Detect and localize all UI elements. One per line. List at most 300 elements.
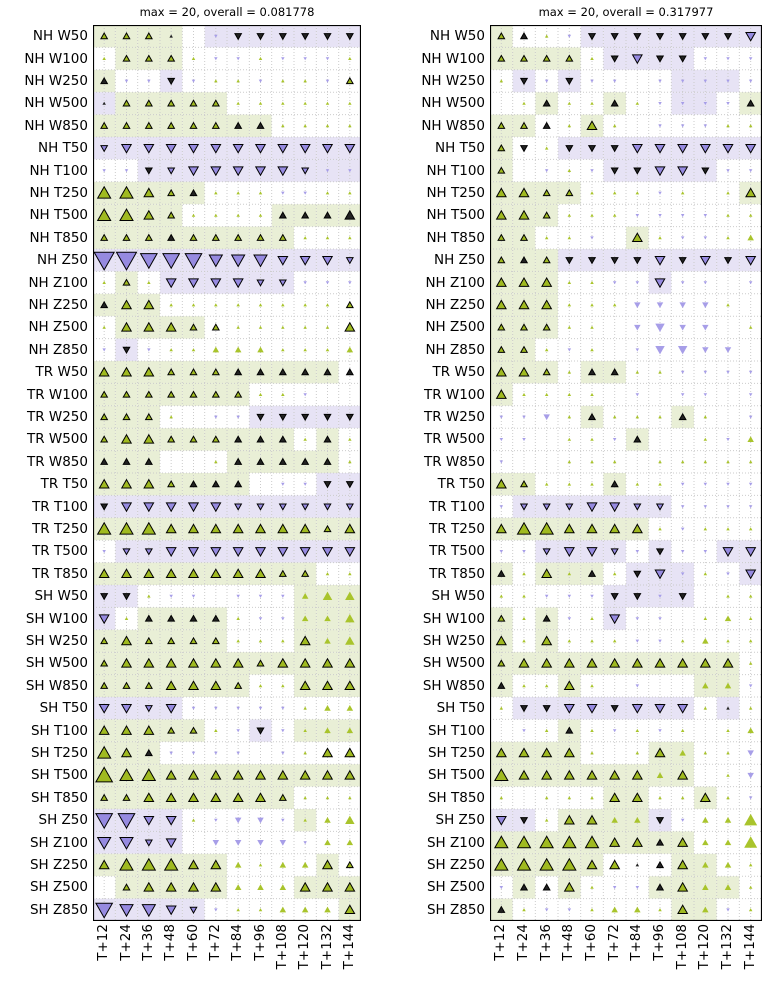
- row-label: NH W100: [421, 50, 485, 67]
- down-triangle-marker: [500, 460, 504, 463]
- up-triangle-marker: [522, 102, 526, 105]
- down-triangle-marker: [704, 57, 708, 60]
- up-triangle-marker: [611, 907, 618, 913]
- row-label: NH W50: [32, 28, 88, 45]
- down-triangle-marker: [681, 393, 685, 396]
- down-triangle-marker: [545, 595, 549, 598]
- down-triangle-marker: [281, 595, 285, 598]
- down-triangle-marker: [681, 505, 685, 508]
- up-triangle-marker: [303, 796, 307, 799]
- up-triangle-marker: [590, 617, 594, 620]
- down-triangle-marker: [236, 57, 240, 60]
- up-triangle-marker: [636, 191, 640, 194]
- down-triangle-marker: [281, 57, 285, 60]
- up-triangle-marker: [590, 348, 594, 351]
- down-triangle-marker: [543, 414, 550, 420]
- down-triangle-marker: [568, 348, 572, 351]
- up-triangle-marker: [522, 684, 526, 687]
- up-triangle-marker: [613, 191, 617, 194]
- up-triangle-marker: [726, 460, 730, 463]
- up-triangle-marker: [726, 729, 730, 732]
- up-triangle-marker: [702, 638, 709, 644]
- up-triangle-marker: [500, 707, 504, 710]
- row-label: NH T850: [426, 229, 485, 246]
- up-triangle-marker: [522, 595, 526, 598]
- down-triangle-marker: [613, 886, 617, 889]
- down-triangle-marker: [236, 729, 240, 732]
- up-triangle-marker: [259, 326, 263, 329]
- down-triangle-marker: [749, 371, 753, 374]
- up-triangle-marker: [590, 460, 594, 463]
- down-triangle-marker: [326, 57, 330, 60]
- row-label: NH Z850: [28, 341, 88, 358]
- up-triangle-marker: [348, 57, 351, 60]
- row-label: NH Z500: [28, 319, 88, 336]
- up-triangle-marker: [169, 303, 173, 306]
- down-triangle-marker: [704, 550, 708, 553]
- down-triangle-marker: [568, 35, 572, 38]
- up-triangle-marker: [590, 326, 594, 329]
- up-triangle-marker: [704, 460, 708, 463]
- up-triangle-marker: [214, 214, 218, 217]
- down-triangle-marker: [102, 169, 106, 172]
- row-label: SH W500: [25, 655, 88, 672]
- up-triangle-marker: [568, 124, 572, 127]
- up-triangle-marker: [726, 124, 730, 127]
- up-triangle-marker: [213, 347, 220, 353]
- up-triangle-marker: [326, 796, 330, 799]
- x-tick-label: T+24: [117, 924, 134, 961]
- up-triangle-marker: [236, 326, 240, 329]
- row-label: NH W50: [429, 28, 485, 45]
- up-triangle-marker: [348, 796, 351, 799]
- up-triangle-marker: [345, 816, 354, 824]
- up-triangle-marker: [236, 908, 240, 911]
- up-triangle-marker: [326, 236, 330, 239]
- row-label: TR T50: [437, 476, 485, 493]
- up-triangle-marker: [636, 729, 640, 732]
- down-triangle-marker: [192, 707, 196, 710]
- up-triangle-marker: [744, 814, 757, 825]
- panel-title-right: max = 20, overall = 0.317977: [538, 5, 714, 19]
- down-triangle-marker: [281, 752, 285, 755]
- up-triangle-marker: [281, 639, 285, 642]
- up-triangle-marker: [543, 123, 550, 129]
- up-triangle-marker: [658, 415, 662, 418]
- x-tick-label: T+72: [206, 924, 223, 961]
- row-label: SH T100: [30, 722, 88, 739]
- row-label: NH T850: [29, 229, 88, 246]
- down-triangle-marker: [613, 729, 617, 732]
- up-triangle-marker: [348, 191, 351, 194]
- up-triangle-marker: [590, 214, 594, 217]
- up-triangle-marker: [348, 124, 351, 127]
- up-triangle-marker: [704, 751, 708, 754]
- up-triangle-marker: [725, 839, 732, 845]
- up-triangle-marker: [658, 527, 662, 530]
- up-triangle-marker: [681, 191, 685, 194]
- up-triangle-marker: [590, 908, 594, 911]
- down-triangle-marker: [636, 886, 640, 889]
- down-triangle-marker: [749, 483, 753, 486]
- down-triangle-marker: [704, 371, 708, 374]
- up-triangle-marker: [568, 483, 572, 486]
- up-triangle-marker: [259, 684, 263, 687]
- up-triangle-marker: [326, 124, 330, 127]
- down-triangle-marker: [568, 908, 572, 911]
- up-triangle-marker: [749, 460, 753, 463]
- up-triangle-marker: [568, 796, 572, 799]
- down-triangle-marker: [259, 80, 263, 83]
- up-triangle-marker: [568, 303, 572, 306]
- row-label: NH T250: [426, 185, 485, 201]
- up-triangle-marker: [259, 57, 263, 60]
- up-triangle-marker: [568, 169, 572, 172]
- up-triangle-marker: [259, 102, 263, 105]
- down-triangle-marker: [102, 348, 106, 351]
- up-triangle-marker: [236, 191, 240, 194]
- down-triangle-marker: [658, 640, 662, 643]
- up-triangle-marker: [747, 235, 754, 241]
- up-triangle-marker: [658, 236, 662, 239]
- up-triangle-marker: [522, 908, 526, 911]
- row-label: TR T850: [429, 565, 485, 582]
- up-triangle-marker: [590, 281, 594, 284]
- down-triangle-marker: [681, 528, 685, 531]
- up-triangle-marker: [545, 35, 549, 38]
- up-triangle-marker: [704, 572, 708, 575]
- up-triangle-marker: [613, 572, 617, 575]
- down-triangle-marker: [303, 483, 307, 486]
- down-triangle-marker: [259, 707, 263, 710]
- down-triangle-marker: [500, 416, 504, 419]
- up-triangle-marker: [235, 862, 242, 868]
- row-label: SH T100: [427, 722, 485, 739]
- up-triangle-marker: [213, 324, 220, 330]
- x-tick-label: T+84: [229, 924, 246, 961]
- up-triangle-marker: [326, 572, 330, 575]
- up-triangle-marker: [568, 214, 572, 217]
- up-triangle-marker: [326, 191, 330, 194]
- down-triangle-marker: [169, 752, 173, 755]
- up-triangle-marker: [704, 438, 708, 441]
- up-triangle-marker: [568, 326, 572, 329]
- up-triangle-marker: [214, 191, 218, 194]
- row-label: NH W500: [421, 95, 485, 112]
- down-triangle-marker: [281, 617, 285, 620]
- down-triangle-marker: [545, 80, 549, 83]
- up-triangle-marker: [726, 214, 730, 217]
- up-triangle-marker: [347, 302, 353, 308]
- row-label: SH Z250: [426, 857, 485, 873]
- up-triangle-marker: [214, 303, 218, 306]
- up-triangle-marker: [345, 323, 354, 331]
- down-triangle-marker: [681, 281, 685, 284]
- up-triangle-marker: [636, 371, 640, 374]
- up-triangle-marker: [568, 236, 572, 239]
- up-triangle-marker: [613, 639, 617, 642]
- row-label: NH T500: [29, 207, 88, 224]
- down-triangle-marker: [236, 752, 240, 755]
- up-triangle-marker: [102, 281, 106, 284]
- down-triangle-marker: [613, 438, 617, 441]
- down-triangle-marker: [704, 214, 708, 217]
- down-triangle-marker: [749, 393, 753, 396]
- row-label: SH T850: [427, 789, 485, 806]
- up-triangle-marker: [749, 214, 753, 217]
- up-triangle-marker: [568, 460, 572, 463]
- down-triangle-marker: [590, 169, 594, 172]
- up-triangle-marker: [102, 326, 106, 329]
- up-triangle-marker: [545, 236, 549, 239]
- x-tick-label: T+24: [515, 924, 531, 961]
- x-tick-label: T+120: [296, 924, 313, 970]
- up-triangle-marker: [704, 527, 708, 530]
- down-triangle-marker: [681, 819, 685, 822]
- up-triangle-marker: [347, 705, 353, 711]
- x-tick-label: T+96: [651, 924, 667, 961]
- down-triangle-marker: [749, 684, 753, 687]
- row-label: TR W850: [423, 453, 485, 470]
- up-triangle-marker: [522, 572, 526, 575]
- x-tick-label: T+108: [673, 924, 690, 970]
- row-label: SH Z500: [426, 879, 485, 896]
- row-label: TR W850: [26, 453, 88, 470]
- up-triangle-marker: [568, 281, 572, 284]
- up-triangle-marker: [302, 862, 309, 868]
- down-triangle-marker: [214, 57, 218, 60]
- up-triangle-marker: [326, 102, 330, 105]
- up-triangle-marker: [749, 326, 753, 329]
- down-triangle-marker: [281, 729, 285, 732]
- up-triangle-marker: [281, 124, 285, 127]
- down-triangle-marker: [192, 80, 196, 83]
- up-triangle-marker: [302, 907, 309, 913]
- up-triangle-marker: [726, 774, 730, 777]
- down-triangle-marker: [125, 80, 129, 83]
- up-triangle-marker: [747, 436, 754, 442]
- up-triangle-marker: [704, 707, 708, 710]
- row-label: TR T850: [32, 565, 88, 582]
- down-triangle-marker: [236, 416, 240, 419]
- down-triangle-marker: [613, 281, 617, 284]
- down-triangle-marker: [681, 214, 685, 217]
- down-triangle-marker: [634, 325, 641, 331]
- row-label: SH W50: [431, 588, 485, 605]
- up-triangle-marker: [522, 639, 526, 642]
- up-triangle-marker: [345, 748, 354, 756]
- up-triangle-marker: [281, 348, 285, 351]
- up-triangle-marker: [725, 862, 732, 868]
- down-triangle-marker: [281, 707, 285, 710]
- down-triangle-marker: [303, 281, 307, 284]
- up-triangle-marker: [347, 347, 353, 353]
- up-triangle-marker: [636, 483, 640, 486]
- up-triangle-marker: [348, 102, 351, 105]
- up-triangle-marker: [348, 460, 351, 463]
- up-triangle-marker: [323, 748, 333, 756]
- up-triangle-marker: [259, 214, 263, 217]
- up-triangle-marker: [257, 884, 264, 890]
- up-triangle-marker: [281, 326, 285, 329]
- up-triangle-marker: [749, 908, 753, 911]
- down-triangle-marker: [681, 124, 685, 127]
- up-triangle-marker: [326, 303, 330, 306]
- row-label: SH W250: [422, 633, 485, 649]
- up-triangle-marker: [102, 57, 106, 60]
- down-triangle-marker: [747, 750, 754, 756]
- up-triangle-marker: [590, 191, 594, 194]
- row-label: NH W850: [421, 117, 485, 134]
- down-triangle-marker: [281, 819, 285, 822]
- up-triangle-marker: [280, 862, 287, 868]
- down-triangle-marker: [125, 169, 129, 172]
- up-triangle-marker: [749, 886, 753, 889]
- up-triangle-marker: [681, 729, 685, 732]
- down-triangle-marker: [147, 348, 151, 351]
- up-triangle-marker: [303, 79, 307, 82]
- up-triangle-marker: [259, 863, 263, 866]
- row-label: SH Z100: [426, 834, 485, 851]
- down-triangle-marker: [749, 505, 753, 508]
- row-label: SH T500: [427, 767, 485, 784]
- row-label: SH W500: [422, 655, 485, 672]
- row-label: NH Z500: [425, 319, 485, 336]
- down-triangle-marker: [192, 595, 196, 598]
- down-triangle-marker: [636, 617, 640, 620]
- down-triangle-marker: [326, 281, 330, 284]
- down-triangle-marker: [681, 236, 685, 239]
- down-triangle-marker: [704, 505, 708, 508]
- row-label: SH T50: [436, 700, 485, 717]
- up-triangle-marker: [613, 303, 617, 306]
- up-triangle-marker: [347, 369, 353, 375]
- up-triangle-marker: [281, 393, 285, 396]
- down-triangle-marker: [500, 505, 504, 508]
- row-label: TR W100: [26, 386, 88, 403]
- row-label: NH W100: [24, 50, 88, 67]
- up-triangle-marker: [326, 326, 330, 329]
- row-label: SH Z100: [29, 834, 88, 851]
- down-triangle-marker: [636, 214, 640, 217]
- down-triangle-marker: [726, 57, 730, 60]
- up-triangle-marker: [280, 884, 287, 890]
- down-triangle-marker: [726, 102, 730, 105]
- up-triangle-marker: [726, 751, 730, 754]
- panel-title-left: max = 20, overall = 0.081778: [139, 5, 315, 19]
- x-tick-label: T+144: [741, 924, 758, 970]
- up-triangle-marker: [324, 705, 331, 711]
- down-triangle-marker: [257, 818, 264, 824]
- up-triangle-marker: [634, 907, 641, 913]
- row-label: TR W250: [423, 409, 485, 425]
- up-triangle-marker: [568, 415, 572, 418]
- x-tick-label: T+48: [560, 924, 577, 961]
- down-triangle-marker: [522, 550, 526, 553]
- up-triangle-marker: [303, 438, 307, 441]
- down-triangle-marker: [257, 840, 264, 846]
- x-tick-label: T+120: [696, 924, 713, 970]
- row-label: SH W850: [422, 677, 485, 694]
- row-label: NH T100: [426, 162, 485, 179]
- row-label: SH W250: [25, 633, 88, 649]
- up-triangle-marker: [303, 236, 307, 239]
- down-triangle-marker: [590, 595, 594, 598]
- up-triangle-marker: [545, 729, 549, 732]
- down-triangle-marker: [192, 752, 196, 755]
- down-triangle-marker: [726, 438, 730, 441]
- down-triangle-marker: [726, 572, 730, 575]
- up-triangle-marker: [681, 460, 685, 463]
- x-tick-label: T+132: [719, 924, 735, 970]
- up-triangle-marker: [704, 617, 708, 620]
- up-triangle-marker: [568, 639, 572, 642]
- up-triangle-marker: [281, 684, 285, 687]
- x-tick-label: T+132: [318, 924, 335, 970]
- row-label: SH T850: [30, 789, 88, 806]
- up-triangle-marker: [590, 886, 594, 889]
- up-triangle-marker: [702, 839, 709, 845]
- up-triangle-marker: [681, 796, 685, 799]
- down-triangle-marker: [259, 617, 263, 620]
- up-triangle-marker: [636, 863, 640, 866]
- row-label: NH Z50: [434, 252, 485, 269]
- row-label: TR T500: [32, 543, 88, 560]
- row-label: NH T50: [435, 140, 485, 157]
- down-triangle-marker: [522, 438, 526, 441]
- down-triangle-marker: [704, 393, 708, 396]
- scorecard-panel-left: [93, 25, 361, 921]
- up-triangle-marker: [726, 191, 730, 194]
- up-triangle-marker: [259, 908, 263, 911]
- up-triangle-marker: [500, 595, 504, 598]
- row-label: NH T50: [38, 140, 88, 157]
- row-label: TR T100: [32, 498, 88, 515]
- row-label: NH W250: [24, 73, 88, 89]
- down-triangle-marker: [236, 707, 240, 710]
- up-triangle-marker: [192, 819, 196, 822]
- x-tick-label: T+48: [162, 924, 179, 961]
- up-triangle-marker: [324, 839, 331, 845]
- up-triangle-marker: [568, 102, 572, 105]
- up-triangle-marker: [235, 347, 242, 353]
- up-triangle-marker: [125, 617, 129, 620]
- up-triangle-marker: [500, 796, 504, 799]
- up-triangle-marker: [236, 214, 240, 217]
- down-triangle-marker: [634, 302, 641, 308]
- row-label: TR T250: [429, 521, 485, 537]
- row-label: TR W100: [423, 386, 485, 403]
- up-triangle-marker: [726, 527, 730, 530]
- down-triangle-marker: [726, 169, 730, 172]
- row-label: SH W50: [34, 588, 88, 605]
- down-triangle-marker: [704, 281, 708, 284]
- down-triangle-marker: [348, 281, 351, 284]
- down-triangle-marker: [726, 483, 730, 486]
- up-triangle-marker: [590, 438, 594, 441]
- down-triangle-marker: [102, 550, 106, 553]
- up-triangle-marker: [726, 639, 730, 642]
- up-triangle-marker: [726, 796, 730, 799]
- down-triangle-marker: [500, 886, 504, 889]
- up-triangle-marker: [281, 303, 285, 306]
- down-triangle-marker: [658, 214, 662, 217]
- row-label: NH Z250: [425, 297, 485, 313]
- row-label: TR W50: [35, 364, 88, 381]
- up-triangle-marker: [744, 836, 757, 847]
- up-triangle-marker: [590, 684, 594, 687]
- up-triangle-marker: [749, 639, 753, 642]
